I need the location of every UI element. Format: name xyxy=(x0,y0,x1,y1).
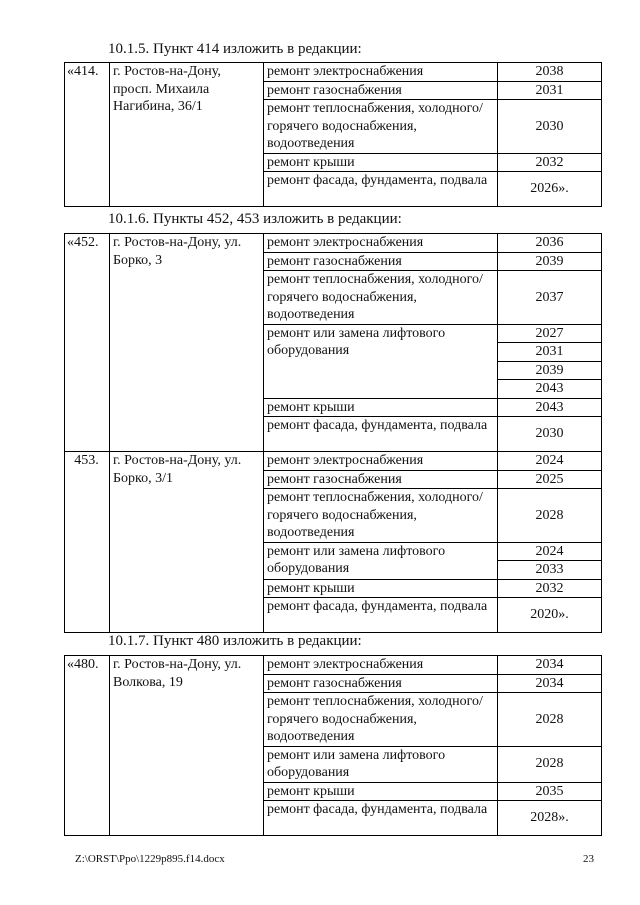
work-year: 2030 xyxy=(498,417,602,452)
section-heading: 10.1.6. Пункты 452, 453 изложить в редакции: xyxy=(108,211,402,227)
work-name: ремонт фасада, фундамента, подвала xyxy=(264,598,498,633)
work-name: ремонт газоснабжения xyxy=(264,674,498,693)
work-name: ремонт электроснабжения xyxy=(264,234,498,253)
work-name: ремонт крыши xyxy=(264,579,498,598)
work-year: 2026». xyxy=(498,172,602,207)
works-table xyxy=(64,62,602,207)
work-year: 2034 xyxy=(498,656,602,675)
work-year: 2028». xyxy=(498,801,602,836)
work-year: 2039 xyxy=(498,361,602,380)
section-heading: 10.1.7. Пункт 480 изложить в редакции: xyxy=(108,633,362,649)
work-year: 2036 xyxy=(498,234,602,253)
work-name: ремонт фасада, фундамента, подвала xyxy=(264,417,498,452)
work-name: ремонт или замена лифтового оборудования xyxy=(264,324,498,398)
work-name: ремонт газоснабжения xyxy=(264,252,498,271)
work-year: 2031 xyxy=(498,343,602,362)
work-year: 2043 xyxy=(498,380,602,399)
work-year: 2027 xyxy=(498,324,602,343)
address: г. Ростов-на-Дону, просп. Михаила Нагибина, 36/1 xyxy=(110,63,264,207)
work-year: 2028 xyxy=(498,693,602,747)
work-name: ремонт или замена лифтового оборудования xyxy=(264,746,498,782)
work-year: 2032 xyxy=(498,579,602,598)
work-year: 2032 xyxy=(498,153,602,172)
work-name: ремонт крыши xyxy=(264,782,498,801)
work-year: 2037 xyxy=(498,271,602,325)
work-name: ремонт фасада, фундамента, подвала xyxy=(264,172,498,207)
work-year: 2031 xyxy=(498,81,602,100)
work-year: 2025 xyxy=(498,470,602,489)
works-table xyxy=(64,655,602,836)
address: г. Ростов-на-Дону, ул. Борко, 3 xyxy=(110,234,264,452)
work-name: ремонт крыши xyxy=(264,153,498,172)
work-year: 2024 xyxy=(498,452,602,471)
work-year: 2038 xyxy=(498,63,602,82)
footer-file-path: Z:\ORST\Ppo\1229p895.f14.docx xyxy=(75,853,225,865)
work-name: ремонт электроснабжения xyxy=(264,63,498,82)
address: г. Ростов-на-Дону, ул. Волкова, 19 xyxy=(110,656,264,836)
work-year: 2020». xyxy=(498,598,602,633)
work-name: ремонт газоснабжения xyxy=(264,81,498,100)
item-number: «480. xyxy=(65,656,110,836)
work-name: ремонт теплоснабжения, холодного/горячего водоснабжения, водоотведения xyxy=(264,693,498,747)
work-year: 2024 xyxy=(498,542,602,561)
address: г. Ростов-на-Дону, ул. Борко, 3/1 xyxy=(110,452,264,633)
work-year: 2028 xyxy=(498,746,602,782)
item-number: «452. xyxy=(65,234,110,452)
work-year: 2034 xyxy=(498,674,602,693)
work-name: ремонт теплоснабжения, холодного/горячего водоснабжения, водоотведения xyxy=(264,271,498,325)
work-name: ремонт крыши xyxy=(264,398,498,417)
work-name: ремонт фасада, фундамента, подвала xyxy=(264,801,498,836)
item-number: 453. xyxy=(65,452,110,633)
work-year: 2043 xyxy=(498,398,602,417)
work-name: ремонт теплоснабжения, холодного/горячего водоснабжения, водоотведения xyxy=(264,100,498,154)
item-number: «414. xyxy=(65,63,110,207)
work-name: ремонт теплоснабжения, холодного/горячего водоснабжения, водоотведения xyxy=(264,489,498,543)
work-name: ремонт или замена лифтового оборудования xyxy=(264,542,498,579)
works-table xyxy=(64,233,602,633)
work-year: 2028 xyxy=(498,489,602,543)
work-name: ремонт газоснабжения xyxy=(264,470,498,489)
work-year: 2035 xyxy=(498,782,602,801)
work-name: ремонт электроснабжения xyxy=(264,656,498,675)
work-year: 2033 xyxy=(498,561,602,580)
footer-page-number: 23 xyxy=(583,853,594,865)
section-heading: 10.1.5. Пункт 414 изложить в редакции: xyxy=(108,41,362,57)
work-name: ремонт электроснабжения xyxy=(264,452,498,471)
work-year: 2030 xyxy=(498,100,602,154)
work-year: 2039 xyxy=(498,252,602,271)
